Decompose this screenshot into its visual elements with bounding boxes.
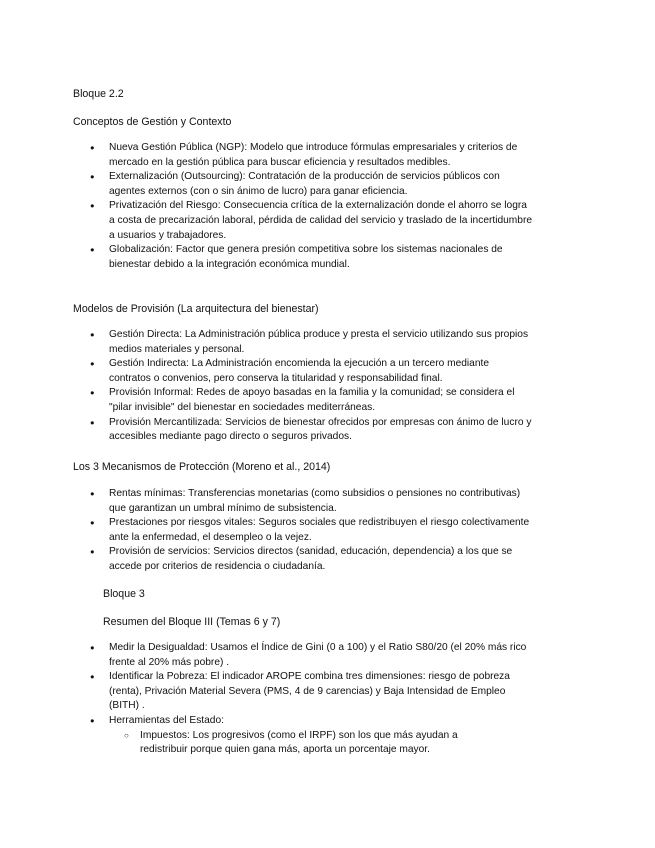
list-modelos: [92, 328, 532, 445]
list-item: ● Prestaciones por riesgos vitales: Seguros sociales que redistribuyen el riesgo colectivamente ante la enfermedad, el desempleo o la vejez.: [92, 516, 532, 545]
list-item: ● Rentas mínimas: Transferencias monetarias (como subsidios o pensiones no contributivas) que garantizan un umbral mínimo de subsistencia.: [92, 487, 532, 516]
list-item: ● Herramientas del Estado: ○ Impuestos: Los progresivos (como el IRPF) son los que más ayudan a redistribuir porque quien gana más, aporta un porcentaje mayor.: [92, 714, 532, 758]
sublist-herramientas: [124, 729, 504, 758]
list-item: ● Provisión Informal: Redes de apoyo basadas en la familia y la comunidad; se considera el "pilar invisible" del bienestar en sociedades mediterráneas.: [92, 386, 532, 415]
section-heading-conceptos: Conceptos de Gestión y Contexto: [73, 116, 232, 128]
list-item: ● Provisión de servicios: Servicios directos (sanidad, educación, dependencia) a los que se accede por criterios de residencia o ciudadanía.: [92, 545, 532, 574]
list-summary: [92, 641, 532, 758]
list-conceptos: [92, 141, 532, 272]
list-item: ● Gestión Indirecta: La Administración encomienda la ejecución a un tercero mediante contratos o convenios, pero conserva la titularidad y responsabilidad final.: [92, 357, 532, 386]
block3-title: Bloque 3: [103, 588, 145, 600]
section-heading-mecanismos: Los 3 Mecanismos de Protección (Moreno et al., 2014): [73, 461, 331, 473]
list-item: ● Gestión Directa: La Administración pública produce y presta el servicio utilizando sus propios medios materiales y personal.: [92, 328, 532, 357]
section-heading-modelos: Modelos de Provisión (La arquitectura del bienestar): [73, 303, 319, 315]
block-title: Bloque 2.2: [73, 88, 124, 100]
summary-title: Resumen del Bloque III (Temas 6 y 7): [103, 616, 281, 628]
sub-list-item: ○ Impuestos: Los progresivos (como el IRPF) son los que más ayudan a redistribuir porque quien gana más, aporta un porcentaje mayor.: [124, 729, 504, 758]
list-item: ● Externalización (Outsourcing): Contratación de la producción de servicios públicos con agentes externos (con o sin ánimo de lucro) para ganar eficiencia.: [92, 170, 532, 199]
list-mecanismos: [92, 487, 532, 575]
list-item: ● Provisión Mercantilizada: Servicios de bienestar ofrecidos por empresas con ánimo de lucro y accesibles mediante pago directo o seguros privados.: [92, 416, 532, 445]
list-item: ● Globalización: Factor que genera presión competitiva sobre los sistemas nacionales de bienestar debido a la integración económica mundial.: [92, 243, 532, 272]
list-item: ● Medir la Desigualdad: Usamos el Índice de Gini (0 a 100) y el Ratio S80/20 (el 20% más rico frente al 20% más pobre) .: [92, 641, 532, 670]
list-item: ● Privatización del Riesgo: Consecuencia crítica de la externalización donde el ahorro se logra a costa de precarización laboral, pérdida de calidad del servicio y traslado de la incertidumbre a usuarios y trabajadores.: [92, 199, 532, 243]
list-item: ● Identificar la Pobreza: El indicador AROPE combina tres dimensiones: riesgo de pobreza (renta), Privación Material Severa (PMS, 4 de 9 carencias) y Baja Intensidad de Empleo (BITH) .: [92, 670, 532, 714]
list-item: ● Nueva Gestión Pública (NGP): Modelo que introduce fórmulas empresariales y criterios de mercado en la gestión pública para buscar eficiencia y resultados medibles.: [92, 141, 532, 170]
